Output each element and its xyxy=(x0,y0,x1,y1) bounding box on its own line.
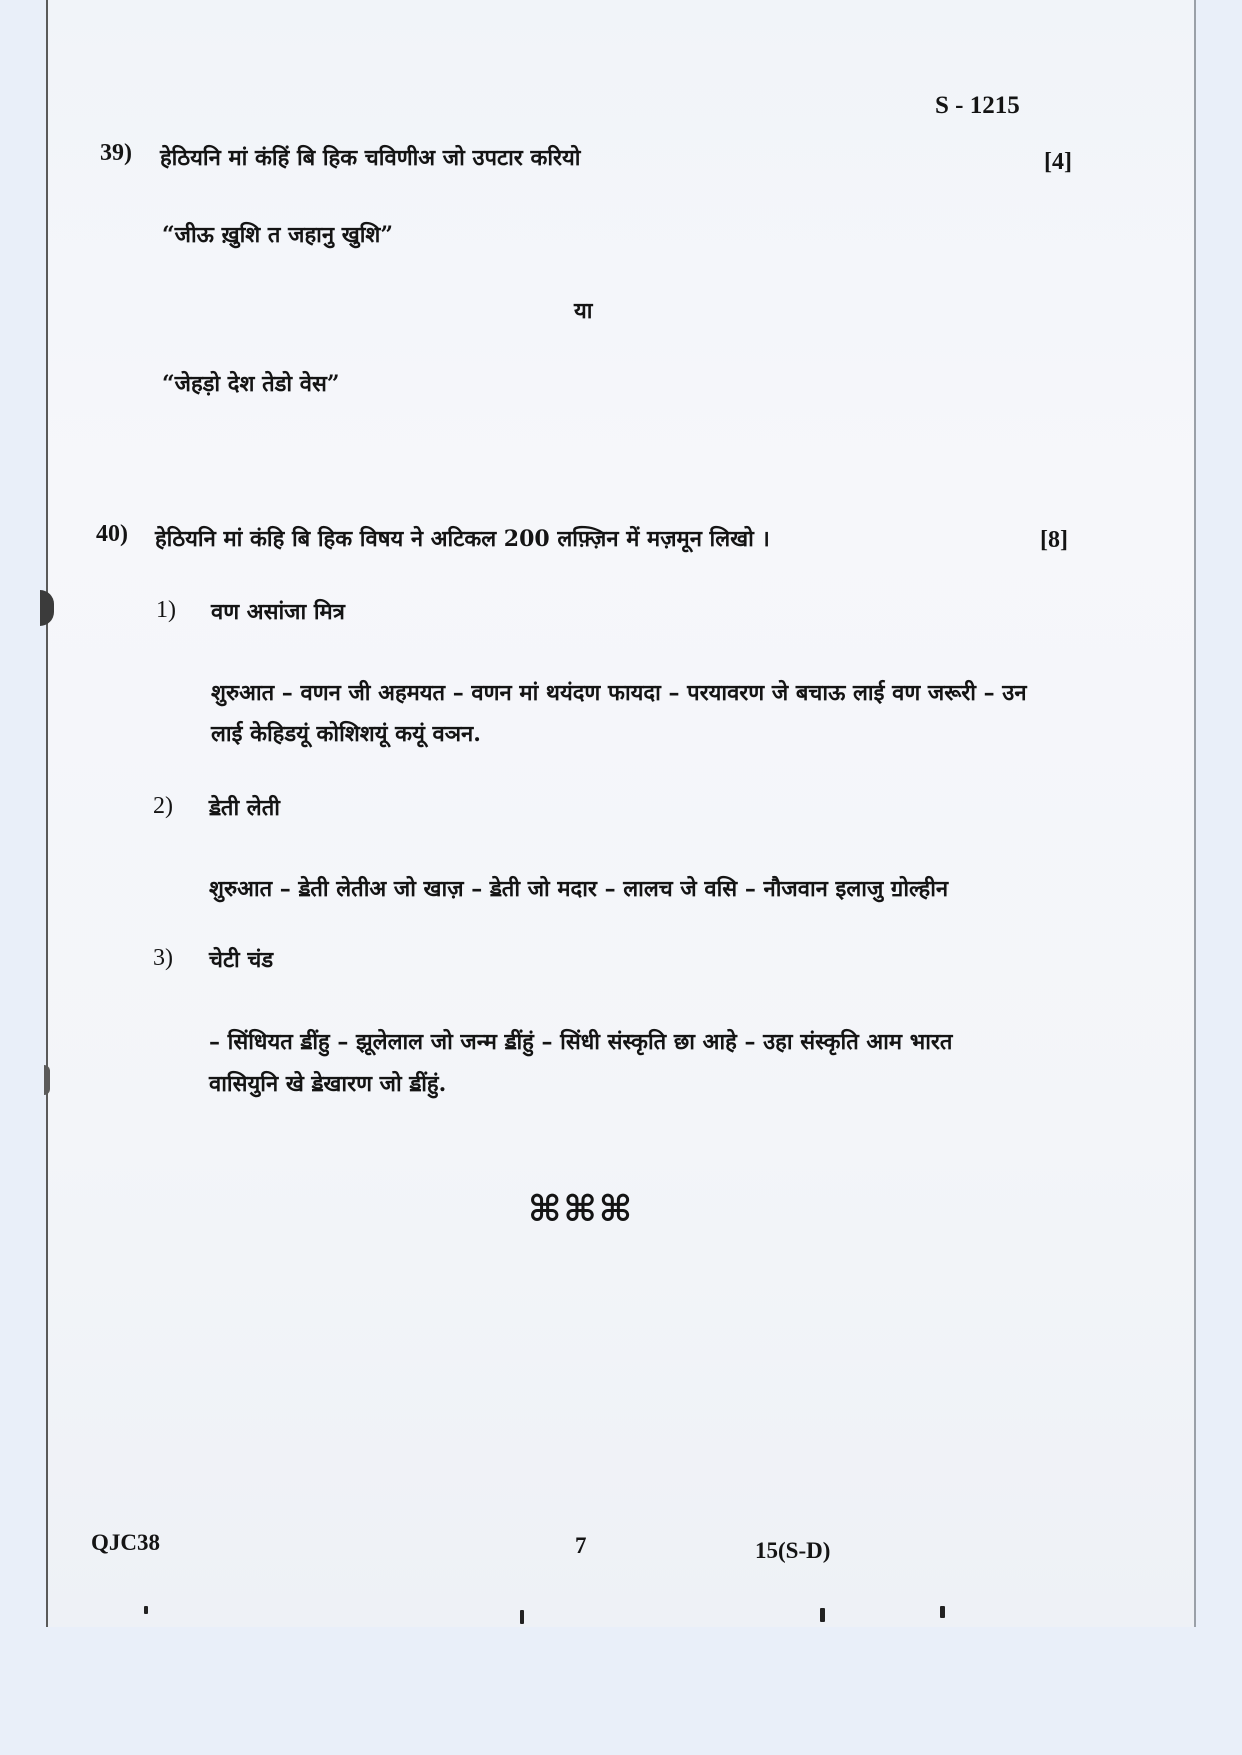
question-40-text: हेठियनि मां कंहि बि हिक विषय ने अटिकल 200 लफ़्ज़िन में मज़मून लिखो । xyxy=(155,526,770,552)
question-40-marks: [8] xyxy=(1040,527,1068,553)
scan-speck xyxy=(820,1608,825,1622)
question-40-number: 40) xyxy=(96,521,128,547)
proverb-option-1: “जीऊ ख़ुशि त जहानु खुशि” xyxy=(162,222,393,248)
paper-code: S - 1215 xyxy=(935,92,1020,119)
punch-hole-mark-lower xyxy=(44,1065,50,1095)
topic-3-title: चेटी चंड xyxy=(209,947,274,973)
scan-speck xyxy=(144,1606,148,1614)
topic-3-outline-line-1: – सिंधियत ॾींहु – झूलेलाल जो जन्म ॾींहुं – सिंधी संस्कृति छा आहे – उहा संस्कृति आम भारत xyxy=(209,1029,953,1055)
question-39-number: 39) xyxy=(100,140,132,166)
scan-speck xyxy=(520,1610,524,1624)
footer-left-code: QJC38 xyxy=(91,1530,160,1555)
question-39-text: हेठियनि मां कंहिं बि हिक चविणीअ जो उपटार करियो xyxy=(160,145,581,171)
proverb-option-2: “जेहड़ो देश तेडो वेस” xyxy=(162,371,340,397)
footer-right-code: 15(S-D) xyxy=(755,1538,831,1563)
end-of-paper-marker: ⌘⌘⌘ xyxy=(528,1188,635,1230)
or-separator: या xyxy=(574,298,593,324)
question-39-marks: [4] xyxy=(1044,149,1072,175)
topic-3-number: 3) xyxy=(153,945,173,971)
topic-1-outline-line-2: लाई केहिडयूं कोशिशयूं कयूं वञन. xyxy=(211,721,481,747)
topic-1-title: वण असांजा मित्र xyxy=(211,599,345,625)
topic-2-title: ॾेती लेती xyxy=(209,795,280,821)
topic-3-outline-line-2: वासियुनि खे ॾेखारण जो ॾींहुं. xyxy=(209,1071,447,1097)
topic-1-number: 1) xyxy=(156,597,176,623)
topic-1-outline-line-1: शुरुआत – वणन जी अहमयत – वणन मां थयंदण फायदा – परयावरण जे बचाऊ लाई वण जरूरी – उन xyxy=(211,680,1027,706)
topic-2-outline-line-1: शुरुआत – ॾेती लेतीअ जो खाज़ – ॾेती जो मदार – लालच जे वसि – नौजवान इलाजु ॻोल्हीन xyxy=(209,876,949,902)
scan-speck xyxy=(940,1606,945,1618)
page-number: 7 xyxy=(575,1533,587,1558)
topic-2-number: 2) xyxy=(153,793,173,819)
